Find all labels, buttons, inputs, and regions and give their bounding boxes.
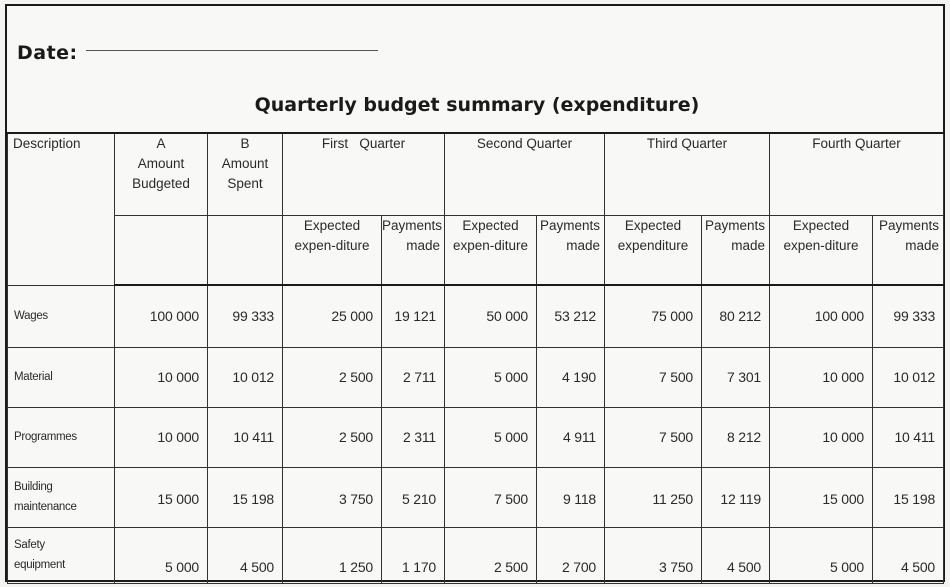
q1-expected-line1: Expected xyxy=(303,217,361,233)
q4-expected-cell: 15 000 xyxy=(770,467,873,527)
q1-expected-cell: 25 000 xyxy=(283,285,382,347)
col-subheader-a-blank xyxy=(115,215,208,285)
table-row xyxy=(8,527,944,583)
q4-payments-cell: 99 333 xyxy=(873,285,944,347)
q3-expected-line1: Expected xyxy=(624,217,682,233)
q2-payments-cell: 4 911 xyxy=(537,407,605,467)
q2-payments-line1: Payments xyxy=(539,217,601,233)
q4-expected-cell: 10 000 xyxy=(770,407,873,467)
col-header-b-letter: B xyxy=(240,136,250,151)
q1-payments-cell: 2 711 xyxy=(382,347,445,407)
q2-expected-line1: Expected xyxy=(462,217,519,233)
amount-spent-cell: 10 411 xyxy=(208,407,283,467)
budget-form xyxy=(5,4,945,582)
q4-payments-cell: 10 012 xyxy=(873,347,944,407)
q2-payments-cell: 53 212 xyxy=(537,285,605,347)
amount-spent-cell: 15 198 xyxy=(208,467,283,527)
q3-payments-line1: Payments xyxy=(704,217,766,233)
amount-budgeted-cell: 5 000 xyxy=(115,527,208,583)
q3-expected-header xyxy=(605,215,702,285)
q3-payments-line2: made xyxy=(731,237,766,253)
col-header-third-quarter: Third Quarter xyxy=(605,133,770,215)
row-label: Wages xyxy=(8,285,115,347)
q1-payments-cell: 1 170 xyxy=(382,527,445,583)
amount-spent-cell: 10 012 xyxy=(208,347,283,407)
row-label xyxy=(8,527,115,583)
date-line[interactable] xyxy=(86,50,378,51)
q3-payments-cell: 4 500 xyxy=(702,527,770,583)
header-row-2 xyxy=(8,215,944,285)
col-header-a-letter: A xyxy=(156,136,166,151)
q3-expected-cell: 11 250 xyxy=(605,467,702,527)
col-header-b-line3: Spent xyxy=(227,176,263,191)
q4-payments-cell: 15 198 xyxy=(873,467,944,527)
amount-budgeted-cell: 100 000 xyxy=(115,285,208,347)
q2-expected-cell: 7 500 xyxy=(445,467,537,527)
amount-budgeted-cell: 10 000 xyxy=(115,347,208,407)
row-label xyxy=(8,467,115,527)
header-row-1 xyxy=(8,133,944,215)
q3-payments-cell: 7 301 xyxy=(702,347,770,407)
q4-expected-cell: 5 000 xyxy=(770,527,873,583)
q3-payments-cell: 8 212 xyxy=(702,407,770,467)
q1-expected-cell: 3 750 xyxy=(283,467,382,527)
row-label-line2: equipment xyxy=(14,559,66,571)
row-label: Material xyxy=(8,347,115,407)
q2-payments-header xyxy=(537,215,605,285)
q2-payments-cell: 9 118 xyxy=(537,467,605,527)
col-subheader-b-blank xyxy=(208,215,283,285)
row-label: Programmes xyxy=(8,407,115,467)
q1-expected-cell: 1 250 xyxy=(283,527,382,583)
col-header-description: Description xyxy=(8,133,115,285)
table-row xyxy=(8,347,944,407)
col-header-a-line2: Amount xyxy=(137,156,185,171)
q4-payments-cell: 4 500 xyxy=(873,527,944,583)
q2-expected-cell: 2 500 xyxy=(445,527,537,583)
q4-expected-cell: 100 000 xyxy=(770,285,873,347)
q4-payments-line2: made xyxy=(905,237,940,253)
col-header-first-quarter: First Quarter xyxy=(283,133,445,215)
q2-expected-header xyxy=(445,215,537,285)
col-header-a-line3: Budgeted xyxy=(132,176,190,191)
amount-budgeted-cell: 10 000 xyxy=(115,407,208,467)
q1-payments-header xyxy=(382,215,445,285)
col-header-b-line2: Amount xyxy=(221,156,269,171)
q3-payments-cell: 12 119 xyxy=(702,467,770,527)
q4-expected-line2: expen-diture xyxy=(783,237,859,253)
date-label: Date: xyxy=(17,42,78,64)
row-label-line2: maintenance xyxy=(14,501,77,513)
q3-expected-cell: 3 750 xyxy=(605,527,702,583)
q1-payments-cell: 19 121 xyxy=(382,285,445,347)
q1-payments-line1: Payments xyxy=(382,217,443,233)
row-label-line1: Building xyxy=(14,481,53,493)
table-row xyxy=(8,285,944,347)
col-header-fourth-quarter: Fourth Quarter xyxy=(770,133,944,215)
q4-payments-line1: Payments xyxy=(879,217,940,233)
page-title: Quarterly budget summary (expenditure) xyxy=(254,94,700,116)
q3-payments-cell: 80 212 xyxy=(702,285,770,347)
q1-expected-cell: 2 500 xyxy=(283,347,382,407)
q4-expected-header xyxy=(770,215,873,285)
q2-expected-cell: 50 000 xyxy=(445,285,537,347)
table-row xyxy=(8,467,944,527)
q3-expected-cell: 7 500 xyxy=(605,407,702,467)
q2-expected-cell: 5 000 xyxy=(445,347,537,407)
q2-payments-cell: 2 700 xyxy=(537,527,605,583)
q4-payments-header xyxy=(873,215,944,285)
q2-expected-cell: 5 000 xyxy=(445,407,537,467)
table-row xyxy=(8,407,944,467)
q4-payments-cell: 10 411 xyxy=(873,407,944,467)
amount-spent-cell: 99 333 xyxy=(208,285,283,347)
col-header-second-quarter: Second Quarter xyxy=(445,133,605,215)
q3-expected-cell: 75 000 xyxy=(605,285,702,347)
q3-expected-cell: 7 500 xyxy=(605,347,702,407)
q1-payments-cell: 2 311 xyxy=(382,407,445,467)
q1-expected-header xyxy=(283,215,382,285)
amount-budgeted-cell: 15 000 xyxy=(115,467,208,527)
q1-payments-line2: made xyxy=(406,237,441,253)
row-label-line1: Safety xyxy=(14,539,45,551)
q4-expected-line1: Expected xyxy=(792,217,850,233)
q2-payments-line2: made xyxy=(566,237,601,253)
q3-payments-header xyxy=(702,215,770,285)
q4-expected-cell: 10 000 xyxy=(770,347,873,407)
q1-payments-cell: 5 210 xyxy=(382,467,445,527)
q1-expected-line2: expen-diture xyxy=(294,237,370,253)
col-header-a xyxy=(115,133,208,215)
q1-expected-cell: 2 500 xyxy=(283,407,382,467)
budget-table xyxy=(7,132,944,584)
amount-spent-cell: 4 500 xyxy=(208,527,283,583)
q2-expected-line2: expen-diture xyxy=(452,237,529,253)
col-header-b xyxy=(208,133,283,215)
q3-expected-line2: expenditure xyxy=(617,237,689,253)
q2-payments-cell: 4 190 xyxy=(537,347,605,407)
